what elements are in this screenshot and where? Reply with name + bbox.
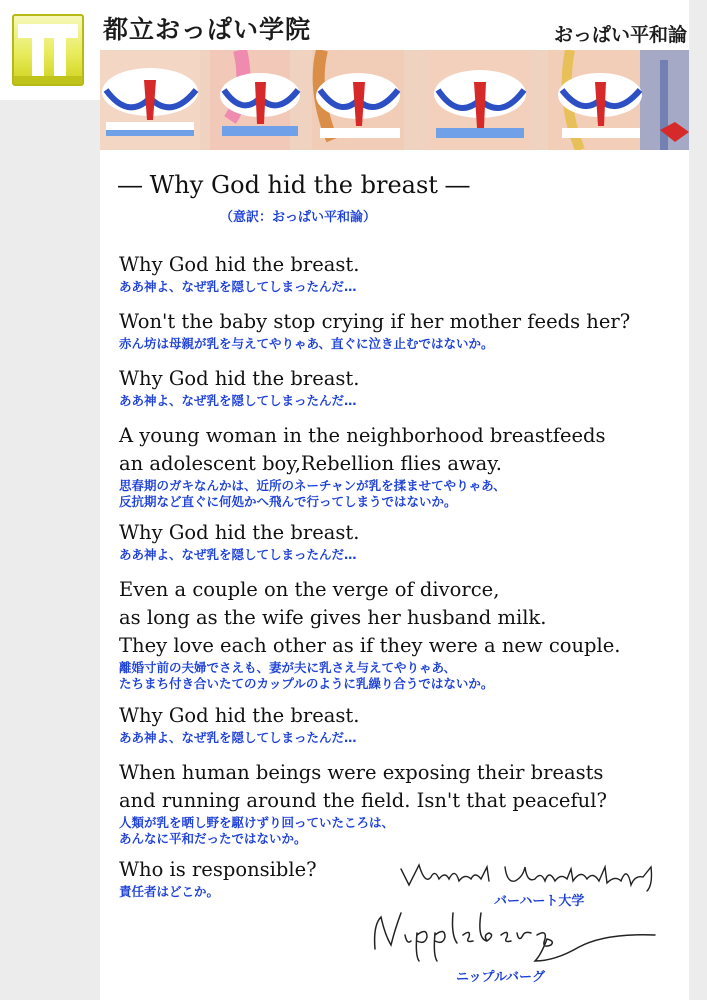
stanza-4 <box>119 422 689 510</box>
japanese-line: 思春期のガキなんかは、近所のネーチャンが乳を揉ませてやりゃあ、 <box>119 478 506 493</box>
english-line: an adolescent boy,Rebellion flies away. <box>119 452 502 475</box>
english-line: Won't the baby stop crying if her mother feeds her? <box>119 310 631 333</box>
page-subheading: （意訳：おっぱい平和論） <box>220 210 377 225</box>
author-name-jp: ニップルバーグ <box>456 970 546 985</box>
document-title: おっぱい平和論 <box>553 24 687 46</box>
stanza-5 <box>119 519 689 563</box>
japanese-line: ああ神よ、なぜ乳を隠してしまったんだ… <box>119 547 357 562</box>
name-signature <box>365 905 665 969</box>
english-line: Why God hid the breast. <box>119 367 360 390</box>
japanese-line: 反抗期など直ぐに何処かへ飛んで行ってしまうではないか。 <box>119 494 457 509</box>
banner-image <box>100 50 689 150</box>
stanza-3 <box>119 365 689 409</box>
english-line: They love each other as if they were a new couple. <box>119 634 621 657</box>
stanza-1 <box>119 251 689 295</box>
logo-container <box>0 0 100 100</box>
japanese-line: ああ神よ、なぜ乳を隠してしまったんだ… <box>119 393 357 408</box>
english-line: and running around the field. Isn't that peaceful? <box>119 789 607 812</box>
university-name-jp: バーハート大学 <box>494 894 585 909</box>
stanza-6 <box>119 576 689 692</box>
pi-logo-icon <box>12 14 84 86</box>
english-line: Why God hid the breast. <box>119 521 360 544</box>
stanza-7 <box>119 702 689 746</box>
japanese-line: たちまち付き合いたてのカップルのように乳繰り合うではないか。 <box>119 676 494 691</box>
english-line: Why God hid the breast. <box>119 704 360 727</box>
stanza-2 <box>119 308 689 352</box>
english-line: A young woman in the neighborhood breastfeeds <box>119 424 606 447</box>
japanese-line: ああ神よ、なぜ乳を隠してしまったんだ… <box>119 730 357 745</box>
english-line: as long as the wife gives her husband milk. <box>119 606 547 629</box>
stanza-8 <box>119 759 689 847</box>
japanese-line: あんなに平和だったではないか。 <box>119 831 307 846</box>
page-heading: ― Why God hid the breast ― <box>118 171 470 199</box>
english-line: Who is responsible? <box>119 858 317 881</box>
japanese-line: 赤ん坊は母親が乳を与えてやりゃあ、直ぐに泣き止むではないか。 <box>119 336 494 351</box>
english-line: Even a couple on the verge of divorce, <box>119 578 500 601</box>
school-name: 都立おっぱい学院 <box>103 15 312 44</box>
japanese-line: 離婚寸前の夫婦でさえも、妻が夫に乳さえ与えてやりゃあ、 <box>119 660 457 675</box>
header <box>100 0 689 50</box>
english-line: Why God hid the breast. <box>119 253 360 276</box>
japanese-line: 人類が乳を晒し野を駆けずり回っていたころは、 <box>119 815 395 830</box>
japanese-line: ああ神よ、なぜ乳を隠してしまったんだ… <box>119 279 357 294</box>
japanese-line: 責任者はどこか。 <box>119 884 220 899</box>
english-line: When human beings were exposing their breasts <box>119 761 604 784</box>
